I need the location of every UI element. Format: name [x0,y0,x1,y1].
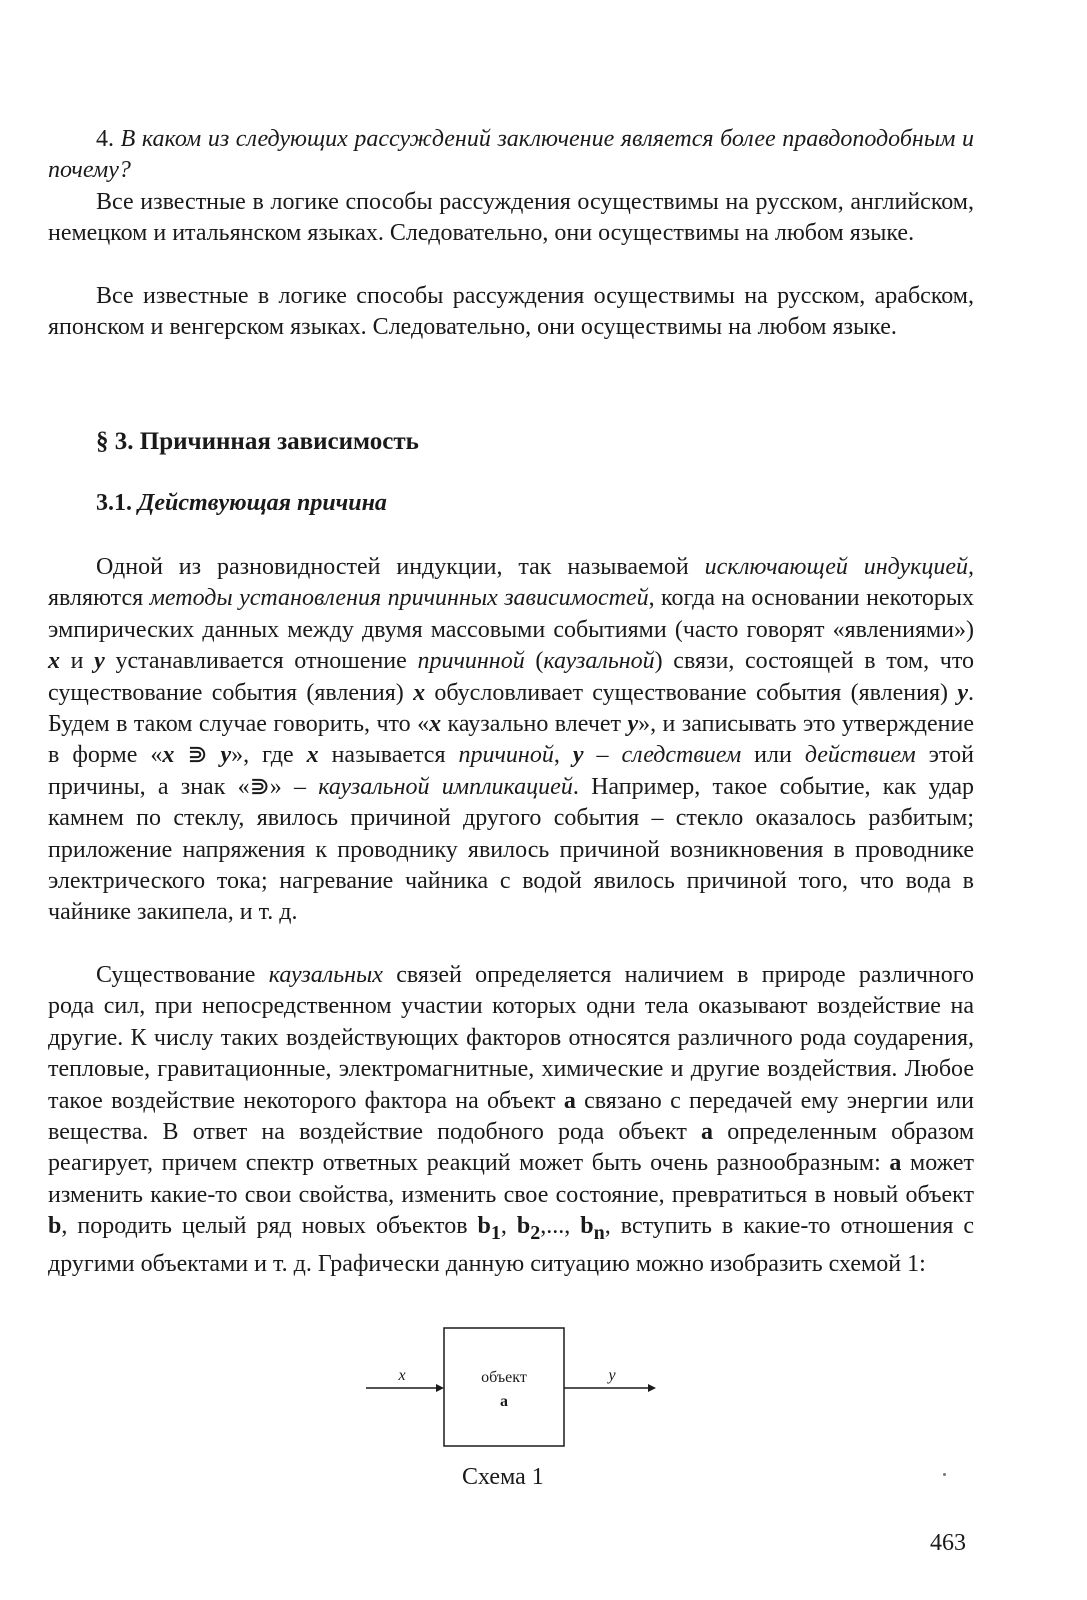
question-number: 4. [96,126,121,152]
p1-text: устанавливается отношение [104,648,418,675]
p2-object-b: b [580,1213,594,1240]
scheme-caption: Схема 1 [462,1464,544,1490]
p1-var-y: y [220,742,232,769]
question-4 [48,124,974,187]
p1-var-x: x [162,742,175,769]
p2-subscript: 2 [530,1222,541,1245]
p2-text: связей определяется наличием в природе различного рода сил, при непосредственном участии которых одни тела оказывают воздействие на другие. К числу таких воздействующих факторов относятся различного рода соударения, тепловые, гравитационные, электромагнитные, химические и другие воздействия. Любое такое воздействие некоторого фактора на объект [48,962,974,1114]
p1-var-x: x [48,648,60,675]
paragraph-causal-forces [48,960,974,1281]
p2-text: Существование [96,962,269,988]
p2-object-a: a [701,1119,714,1146]
p1-text: , когда на основании некоторых эмпирических данных между двумя массовыми событиями (часто говорят «явлениями») [48,585,974,643]
p1-text: ) связи, состоящей в том, что существование события (явления) [48,648,975,706]
p1-term-causal-implication: каузальной импликацией [318,773,573,800]
p1-text: , [553,742,573,769]
p2-text: связано с передачей ему энергии или вещества. В ответ на воздействие подобного рода объект [48,1087,975,1146]
argument-2: Все известные в логике способы рассуждения осуществимы на русском, арабском, японском и венгерском языках. Следовательно, они осуществимы на любом языке. [48,283,974,341]
output-label: y [608,1367,616,1384]
p2-text: может изменить какие-то свои свойства, изменить свое состояние, превратиться в новый объект [48,1150,975,1208]
p1-term-cause: причиной [458,742,554,769]
p1-term-effect: следствием [621,742,742,769]
p1-term-exclusive-induction: исключающей индукцией, [704,554,974,580]
p1-text: называется [318,742,459,769]
object-box-variable: a [500,1393,508,1410]
p2-term-causal: каузальных [268,962,383,988]
p1-var-y: y [94,648,105,675]
section-title: § 3. Причинная зависимость [96,428,419,455]
p2-subscript: 1 [490,1222,501,1245]
input-label: x [398,1367,406,1384]
input-arrowhead [436,1384,444,1392]
subsection-name: Действующая причина [138,490,387,516]
p1-term-causal-methods: методы установления причинных зависимостей [149,585,649,612]
scheme-diagram [360,1318,680,1458]
p2-object-a: a [563,1087,576,1114]
p1-text: являются [48,585,150,612]
question-text: В каком из следующих рассуждений заключение является более правдоподобным и почему? [48,126,975,184]
p1-var-x: x [413,679,426,706]
paragraph-causal-relation [48,552,974,929]
p1-text: или [741,742,805,769]
p1-var-x: x [429,711,442,738]
p2-object-b: b [516,1213,531,1240]
p1-text: ( [524,648,544,675]
p2-text: , вступить в какие-то отношения с другими объектами и т. д. Графически данную ситуацию можно изобразить схемой 1: [48,1213,975,1278]
page-number: 463 [930,1530,966,1556]
p1-text: . Например, такое событие, как удар камнем по стеклу, явилось причиной другого события – стекло оказалось разбитым; приложение напряжения к проводнику явилось причиной возникновения в проводнике электрического тока; нагревание чайника с водой явилось причиной того, что вода в чайнике закипела, и т. д. [48,773,975,926]
p1-term-action: действием [804,742,916,769]
p2-object-b: b [48,1213,62,1240]
p1-text: каузально влечет [441,711,628,738]
subsection-title [96,490,387,517]
p1-var-y: y [627,711,639,738]
p2-text: определенным образом реагирует, причем спектр ответных реакций может быть очень разнообразным: [48,1119,975,1177]
p1-text: обусловливает существование события (явления) [425,679,958,706]
p2-text: , породить целый ряд новых объектов [61,1213,478,1240]
p1-causal-implication-symbol: ⋑ [174,742,221,769]
p2-subscript: n [593,1222,605,1245]
p1-text: этой причины, а знак «⋑» – [48,742,974,800]
p2-text: , [500,1213,517,1240]
p1-text: », и записывать это утверждение в форме « [48,711,974,769]
p1-text: », где [231,742,307,769]
p1-term-causal: причинной [417,648,525,675]
p1-text: – [583,742,622,769]
p1-term-causal-latin: каузальной [543,648,655,675]
p1-text: и [60,648,95,675]
p1-var-y: y [572,742,584,769]
scan-speck [943,1473,946,1476]
object-box [444,1328,564,1446]
p1-var-y: y [957,679,968,706]
object-box-label: объект [481,1369,527,1386]
argument-1: Все известные в логике способы рассуждения осуществимы на русском, английском, немецком и итальянском языках. Следовательно, они осуществимы на любом языке. [48,189,974,247]
p2-text: ,..., [540,1213,581,1240]
output-arrowhead [648,1384,656,1392]
subsection-number: 3.1. [96,490,138,516]
p1-text: Одной из разновидностей индукции, так называемой [96,554,705,580]
p2-object-b: b [477,1213,491,1240]
p1-text: . Будем в таком случае говорить, что « [48,679,974,738]
p2-object-a: a [889,1150,902,1177]
p1-var-x: x [306,742,319,769]
